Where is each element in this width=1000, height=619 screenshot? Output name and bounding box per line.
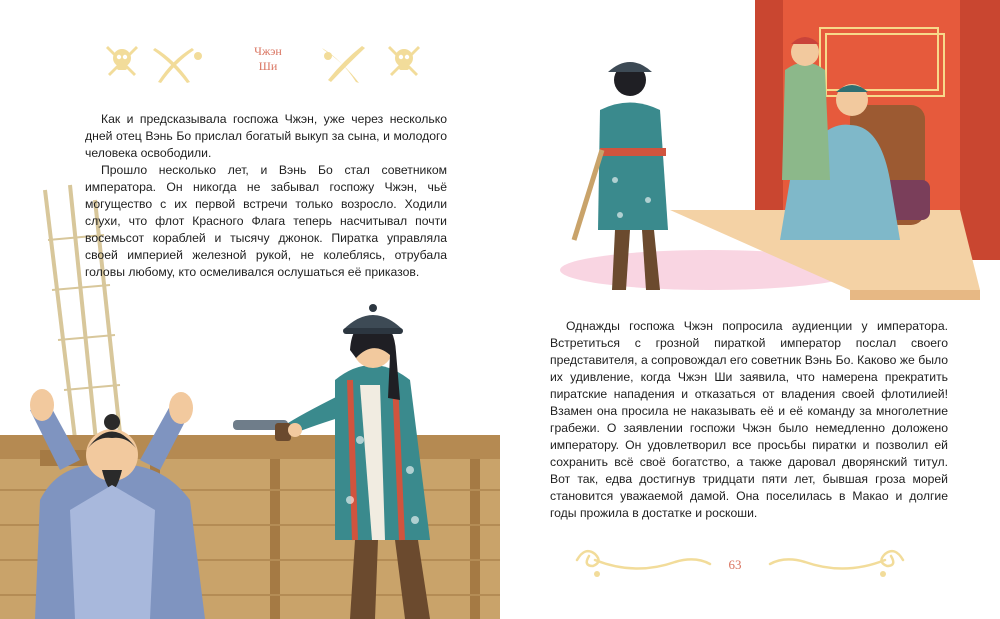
right-paragraph-1: Однажды госпожа Чжэн попросила аудиенции у императора. Встретиться с грозной пираткой император послал своего представителя, а сопровождал его советник Вэнь Бо. Каково же было их удивление, когда Чжэн Ши заявила, что намерена прекратить пиратские нападения и отказаться от владения своей флотилией! Взамен она просила не наказывать её и её команду за многолетние грабежи. О заявлении госпожи Чжэн было немедленно доложено императору. Он удовлетворил все просьбы пиратки и позволил ей сохранить всё своё богатство, а также даровал дворянский титул. Вот так, едва достигнув тридцати пяти лет, бывшая гроза морей становится уважаемой дамой. Она поселилась в Макао и долгие годы прожила в достатке и роскоши. bbox=[550, 319, 948, 520]
left-page-text bbox=[85, 111, 447, 281]
header-title-line1: Чжэн bbox=[254, 44, 282, 58]
skull-and-crossed-swords-icon bbox=[100, 38, 210, 86]
left-paragraph-1: Как и предсказывала госпожа Чжэн, уже через несколько дней отец Вэнь Бо прислал богатый выкуп за сына, и молодого человека освободили. bbox=[85, 112, 447, 160]
palace-audience-illustration bbox=[560, 0, 1000, 300]
running-header bbox=[232, 44, 304, 74]
right-page bbox=[500, 0, 1000, 619]
crossed-swords-and-skull-icon bbox=[318, 38, 428, 86]
right-page-text bbox=[550, 318, 948, 522]
header-title-line2: Ши bbox=[258, 59, 278, 73]
page-number: 63 bbox=[728, 557, 742, 572]
left-paragraph-2: Прошло несколько лет, и Вэнь Бо стал советником императора. Он никогда не забывал госпожу Чжэн, чьё могущество с их первой встречи только возросло. Ходили слухи, что флот Красного Флага теперь насчитывал почти восемьсот кораблей и тысячу джонок. Пиратка управляла своей империей железной рукой, не колеблясь, отрубала головы любому, кто осмеливался ослушаться её приказов. bbox=[85, 163, 447, 279]
